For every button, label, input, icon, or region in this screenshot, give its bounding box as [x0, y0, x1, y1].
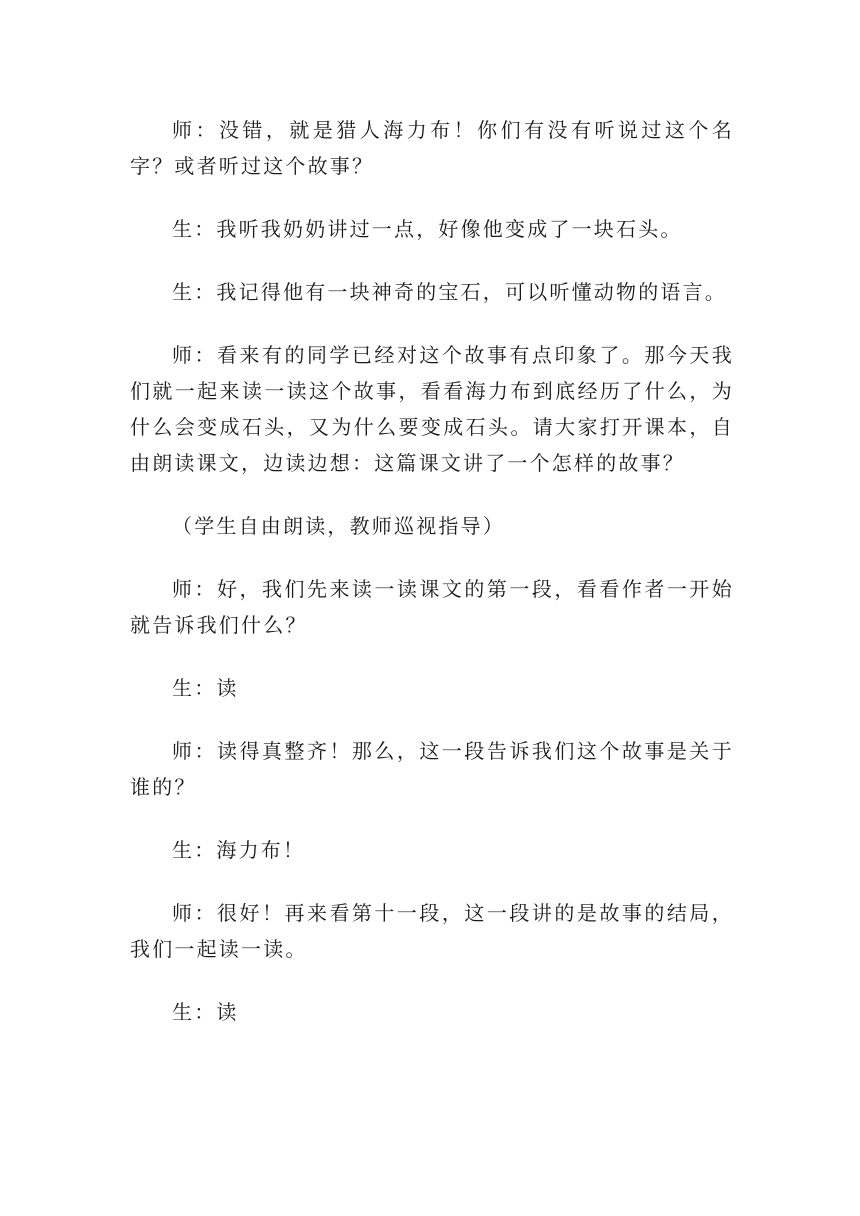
document-page	[130, 112, 734, 1030]
paragraph-student-read-2: 生：读	[172, 1000, 239, 1024]
paragraph-student-answer: 生：海力布！	[172, 838, 306, 862]
paragraph-teacher-first-section: 师：好，我们先来读一读课文的第一段，看看作者一开始就告诉我们什么？	[130, 577, 734, 637]
paragraph-student-read-1: 生：读	[172, 676, 239, 700]
paragraph-stage-direction: （学生自由朗读，教师巡视指导）	[172, 514, 505, 538]
paragraph-teacher-praise: 师：读得真整齐！那么，这一段告诉我们这个故事是关于谁的？	[130, 739, 734, 799]
paragraph-student-grandma: 生：我听我奶奶讲过一点，好像他变成了一块石头。	[172, 217, 683, 241]
paragraph-teacher-reading-task: 师：看来有的同学已经对这个故事有点印象了。那今天我们就一起来读一读这个故事，看看海力布到底经历了什么，为什么会变成石头，又为什么要变成石头。请大家打开课本，自由朗读课文，边读边想：这篇课文讲了一个怎样的故事？	[130, 343, 734, 475]
paragraph-teacher-eleventh-section: 师：很好！再来看第十一段，这一段讲的是故事的结局，我们一起读一读。	[130, 901, 734, 961]
paragraph-student-gem: 生：我记得他有一块神奇的宝石，可以听懂动物的语言。	[172, 280, 727, 304]
paragraph-teacher-intro: 师：没错，就是猎人海力布！你们有没有听说过这个名字？或者听过这个故事？	[130, 118, 734, 178]
